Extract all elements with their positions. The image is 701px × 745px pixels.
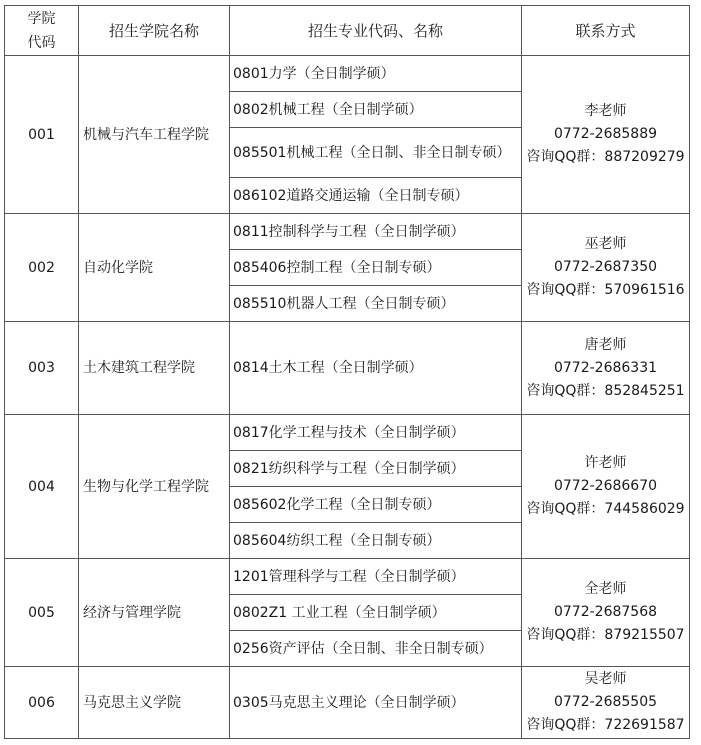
major-cell: 1201管理科学与工程（全日制学硕）: [230, 559, 522, 595]
contact-phone: 0772-2685505: [553, 694, 658, 710]
college-code-cell: 001: [5, 56, 79, 214]
college-name-cell: 机械与汽车工程学院: [79, 56, 230, 214]
contact-qq-group: 咨询QQ群：722691587: [526, 717, 685, 733]
contact-phone: 0772-2686670: [553, 478, 658, 494]
contact-qq-group: 咨询QQ群：570961516: [526, 282, 685, 298]
contact-name: 李老师: [584, 103, 627, 119]
table-row: [5, 56, 690, 92]
major-cell: 0821纺织科学与工程（全日制学硕）: [230, 451, 522, 487]
table-row: [5, 667, 690, 739]
major-cell: 085406控制工程（全日制专硕）: [230, 250, 522, 286]
college-code-cell: 003: [5, 322, 79, 415]
contact-name: 吴老师: [584, 671, 627, 687]
major-cell: 0802Z1 工业工程（全日制学硕）: [230, 595, 522, 631]
college-code-cell: 004: [5, 415, 79, 559]
header-row: [5, 6, 690, 56]
contact-name: 巫老师: [584, 236, 627, 252]
header-college-code: [5, 6, 79, 56]
contact-phone: 0772-2686331: [553, 359, 658, 376]
contact-cell: [522, 559, 690, 667]
contact-qq-group: 咨询QQ群：887209279: [526, 149, 685, 165]
contact-qq-group: 咨询QQ群：744586029: [526, 501, 685, 517]
major-cell: 085602化学工程（全日制专硕）: [230, 487, 522, 523]
contact-cell: [522, 214, 690, 322]
contact-name: 许老师: [584, 455, 627, 471]
table-row: [5, 559, 690, 595]
table-row: [5, 214, 690, 250]
college-code-cell: 002: [5, 214, 79, 322]
major-cell: 0256资产评估（全日制、非全日制专硕）: [230, 631, 522, 667]
major-cell: 085501机械工程（全日制、非全日制专硕）: [230, 128, 522, 178]
contact-qq-group: 咨询QQ群：879215507: [526, 627, 685, 643]
contact-phone: 0772-2685889: [553, 126, 658, 142]
contact-cell: [522, 415, 690, 559]
header-code-line2: 代码: [27, 34, 56, 51]
major-cell: 0801力学（全日制学硕）: [230, 56, 522, 92]
major-cell: 085510机器人工程（全日制专硕）: [230, 286, 522, 322]
contact-cell: [522, 56, 690, 214]
header-major: 招生专业代码、名称: [230, 6, 522, 56]
table-row: [5, 322, 690, 415]
admissions-table: [4, 5, 690, 739]
major-cell: 0802机械工程（全日制学硕）: [230, 92, 522, 128]
major-cell: 0814土木工程（全日制学硕）: [230, 322, 522, 415]
college-code-cell: 006: [5, 667, 79, 739]
college-name-cell: 土木建筑工程学院: [79, 322, 230, 415]
major-cell: 085604纺织工程（全日制专硕）: [230, 523, 522, 559]
contact-phone: 0772-2687568: [553, 604, 658, 620]
college-name-cell: 自动化学院: [79, 214, 230, 322]
header-college-name: 招生学院名称: [79, 6, 230, 56]
contact-name: 全老师: [584, 581, 627, 597]
table-body: [5, 6, 690, 739]
college-name-cell: 马克思主义学院: [79, 667, 230, 739]
major-cell: 0305马克思主义理论（全日制学硕）: [230, 667, 522, 739]
header-contact: 联系方式: [522, 6, 690, 56]
header-code-line1: 学院: [27, 10, 56, 27]
college-name-cell: 经济与管理学院: [79, 559, 230, 667]
contact-phone: 0772-2687350: [553, 259, 658, 275]
contact-cell: [522, 322, 690, 415]
major-cell: 0817化学工程与技术（全日制学硕）: [230, 415, 522, 451]
contact-qq-group: 咨询QQ群：852845251: [526, 382, 685, 399]
contact-cell: [522, 667, 690, 739]
college-code-cell: 005: [5, 559, 79, 667]
major-cell: 0811控制科学与工程（全日制学硕）: [230, 214, 522, 250]
college-name-cell: 生物与化学工程学院: [79, 415, 230, 559]
contact-name: 唐老师: [584, 336, 627, 353]
major-cell: 086102道路交通运输（全日制专硕）: [230, 178, 522, 214]
table-row: [5, 415, 690, 451]
